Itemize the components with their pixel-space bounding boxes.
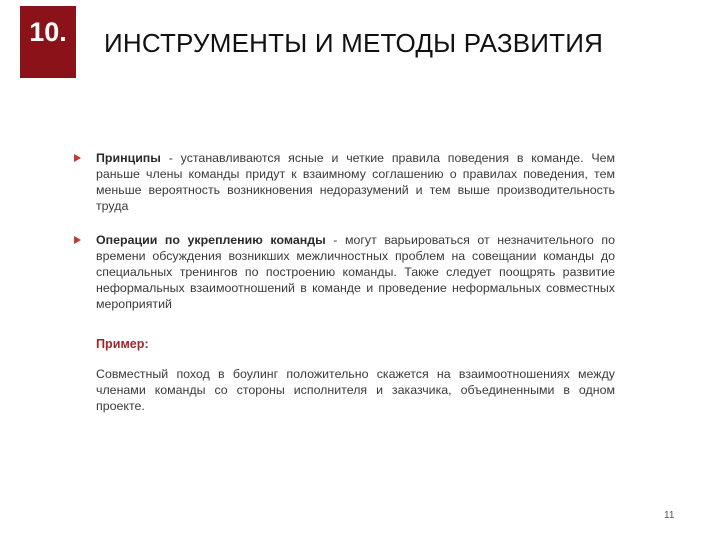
slide-number: 10. — [29, 16, 67, 47]
slide-number-badge — [20, 6, 76, 78]
item-term: Принципы — [96, 151, 161, 165]
example-label: Пример: — [96, 337, 149, 351]
item-text: - могут варьироваться от незначительного по времени обсуждения возникших межличностных проблем на совещании команды до специальных тренингов по построению команды. Также следует поощрять развитие неформальных взаимоотношений в команде и проведение неформальных совместных мероприятий — [96, 233, 615, 311]
example-block — [70, 336, 615, 414]
item-term: Операции по укреплению команды — [96, 233, 326, 247]
list-item — [70, 150, 615, 214]
list-item — [70, 232, 615, 312]
bullet-arrow-icon — [74, 154, 81, 162]
page-number: 11 — [664, 510, 675, 521]
item-text: - устанавливаются ясные и четкие правила поведения в команде. Чем раньше члены команды придут к взаимному соглашению о правилах поведения, тем меньше вероятность возникновения недоразумений и тем выше производительность труда — [96, 151, 615, 213]
slide-title: ИНСТРУМЕНТЫ И МЕТОДЫ РАЗВИТИЯ — [104, 28, 604, 58]
example-text: Совместный поход в боулинг положительно скажется на взаимоотношениях между членами команды со стороны исполнителя и заказчика, объединенными в одном проекте. — [96, 367, 615, 413]
content-area — [70, 150, 615, 414]
bullet-arrow-icon — [74, 236, 81, 244]
